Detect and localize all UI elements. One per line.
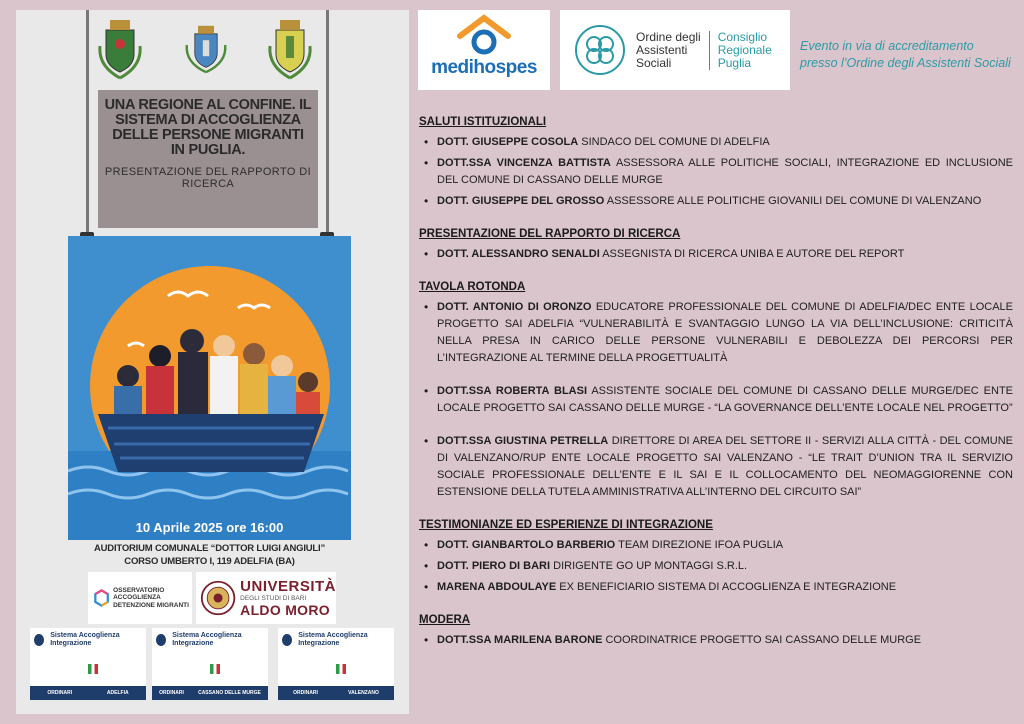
speaker-name: DOTT. GIANBARTOLO BARBERIO xyxy=(437,539,616,551)
italian-flag-icon xyxy=(336,664,346,674)
hexagon-logo-icon xyxy=(94,579,109,617)
poster-title: UNA REGIONE AL CONFINE. IL SISTEMA DI ACCOGLIENZA DELLE PERSONE MIGRANTI IN PUGLIA. xyxy=(104,97,312,158)
sai-card-cassano xyxy=(152,628,268,700)
list-item xyxy=(419,537,1013,554)
sai-place: VALENZANO xyxy=(348,690,379,696)
sai-title: Sistema Accoglienza Integrazione xyxy=(50,632,120,647)
sai-dot-icon xyxy=(34,634,44,646)
observatory-name: OSSERVATORIO ACCOGLIENZA DETENZIONE MIGRANTI xyxy=(113,586,189,609)
poster-venue xyxy=(68,542,351,568)
speaker-name: DOTT. PIERO DI BARI xyxy=(437,560,551,572)
university-line2: DEGLI STUDI DI BARI xyxy=(240,594,307,602)
speaker-name: DOTT.SSA GIUSTINA PETRELLA xyxy=(437,435,609,447)
speaker-role: EDUCATORE PROFESSIONALE DEL COMUNE DI ADELFIA/DEC ENTE LOCALE PROGETTO SAI ADELFIA “VULNERABILITÀ E SVANTAGGIO LUNGO LA VIA DELL’INCLUSIONE: CRITICITÀ NELLA PRESA IN CARICO DELLE PERSONE VULNERABILI E DEBOLEZZA DEI PERCORSI PER L’INTEGRAZIONE AL TERMINE DELLA PROGETTUALITÀ xyxy=(437,301,1013,364)
speaker-role: ASSESSORA ALLE POLITICHE SOCIALI, INTEGRAZIONE ED INCLUSIONE DEL COMUNE DI CASSANO DELLE MURGE xyxy=(437,157,1013,186)
ordine-line2: Assistenti xyxy=(636,42,688,57)
speaker-role: ASSEGNISTA DI RICERCA UNIBA E AUTORE DEL REPORT xyxy=(602,248,905,260)
list-item xyxy=(419,155,1013,189)
speaker-role: DIRETTORE DI AREA DEL SETTORE II - SERVIZI ALLA CITTÀ - DEL COMUNE DI VALENZANO/RUP ENTE LOCALE PROGETTO SAI VALENZANO - “LE TRAIT D’UNION TRA IL SERVIZIO SOCIALE PROFESSIONALE DELL’ENTE E IL SAI E IL COLLOCAMENTO DEL NEOMAGGIORENNE CON ESTENSIONE DELLA TUTELA AMMINISTRATIVA ALL’INTERNO DEL CIRCUITO SAI” xyxy=(437,435,1013,498)
university-seal-icon xyxy=(200,578,236,618)
sai-dot-icon xyxy=(156,634,166,646)
list-item xyxy=(419,433,1013,501)
ordine-line1: Ordine degli xyxy=(636,29,701,44)
section-heading-modera: MODERA xyxy=(419,614,471,626)
speaker-name: DOTT.SSA ROBERTA BLASI xyxy=(437,385,588,397)
sai-card-valenzano xyxy=(278,628,394,700)
consiglio-line3: Puglia xyxy=(717,55,752,70)
speaker-name: DOTT.SSA MARILENA BARONE xyxy=(437,634,603,646)
university-line3: ALDO MORO xyxy=(240,601,330,618)
accreditation-note xyxy=(800,38,1020,72)
speaker-name: DOTT.SSA VINCENZA BATTISTA xyxy=(437,157,611,169)
list-item xyxy=(419,579,1013,596)
speaker-name: DOTT. GIUSEPPE DEL GROSSO xyxy=(437,195,605,207)
italian-flag-icon xyxy=(88,664,98,674)
poster-date: 10 Aprile 2025 ore 16:00 xyxy=(135,520,284,535)
list-item xyxy=(419,299,1013,367)
speaker-role: COORDINATRICE PROGETTO SAI CASSANO DELLE MURGE xyxy=(605,634,922,646)
accreditation-line2: presso l’Ordine degli Assistenti Sociali xyxy=(800,56,1011,70)
university-logo xyxy=(196,572,336,624)
speaker-name: DOTT. ANTONIO DI ORONZO xyxy=(437,301,592,313)
speaker-role: DIRIGENTE GO UP MONTAGGI S.R.L. xyxy=(553,560,748,572)
boat-illustration xyxy=(68,236,351,540)
sai-dot-icon xyxy=(282,634,292,646)
section-heading-presentazione: PRESENTAZIONE DEL RAPPORTO DI RICERCA xyxy=(419,228,681,240)
sai-title: Sistema Accoglienza Integrazione xyxy=(298,632,368,647)
ordine-logo xyxy=(560,10,790,90)
house-logo-icon xyxy=(454,14,514,56)
italian-flag-icon xyxy=(210,664,220,674)
speaker-name: DOTT. GIUSEPPE COSOLA xyxy=(437,136,579,148)
hanging-wire-right xyxy=(326,10,329,238)
consiglio-line1: Consiglio xyxy=(717,29,768,44)
sai-kind: ORDINARI xyxy=(159,690,184,696)
section-heading-tavola: TAVOLA ROTONDA xyxy=(419,281,526,293)
sai-kind: ORDINARI xyxy=(293,690,318,696)
speaker-role: TEAM DIREZIONE IFOA PUGLIA xyxy=(618,539,784,551)
speaker-name: DOTT. ALESSANDRO SENALDI xyxy=(437,248,600,260)
list-item xyxy=(419,193,1013,210)
list-item xyxy=(419,632,1013,649)
event-poster xyxy=(16,10,409,714)
observatory-logo xyxy=(88,572,192,624)
ordine-emblem-icon xyxy=(574,24,626,76)
poster-subtitle: PRESENTAZIONE DEL RAPPORTO DI RICERCA xyxy=(104,166,312,190)
list-item xyxy=(419,134,1013,151)
ordine-name xyxy=(636,31,710,70)
speaker-name: MARENA ABDOULAYE xyxy=(437,581,557,593)
venue-name: AUDITORIUM COMUNALE “DOTTOR LUIGI ANGIULI” xyxy=(93,543,326,554)
speaker-role: SINDACO DEL COMUNE DI ADELFIA xyxy=(581,136,770,148)
speaker-role: ASSISTENTE SOCIALE DEL COMUNE DI CASSANO DELLE MURGE/DEC ENTE LOCALE PROGETTO SAI CASSANO DELLE MURGE - “LA GOVERNANCE DELL’ENTE LOCALE NEL PROGETTO” xyxy=(437,385,1013,414)
adelfia-crest-icon xyxy=(96,16,144,82)
section-heading-saluti: SALUTI ISTITUZIONALI xyxy=(419,116,547,128)
sai-place: CASSANO DELLE MURGE xyxy=(198,690,261,696)
ordine-line3: Sociali xyxy=(636,55,672,70)
sai-title: Sistema Accoglienza Integrazione xyxy=(172,632,242,647)
sai-kind: ORDINARI xyxy=(47,690,73,696)
medihospes-logo xyxy=(418,10,550,90)
sai-card-adelfia xyxy=(30,628,146,700)
venue-address: CORSO UMBERTO I, 119 ADELFIA (BA) xyxy=(124,556,295,567)
poster-title-card xyxy=(98,90,318,228)
accreditation-line1: Evento in via di accreditamento xyxy=(800,39,974,53)
list-item xyxy=(419,558,1013,575)
speaker-role: EX BENEFICIARIO SISTEMA DI ACCOGLIENZA E INTEGRAZIONE xyxy=(559,581,897,593)
hanging-wire-left xyxy=(86,10,89,238)
list-item xyxy=(419,246,1013,263)
sai-place: ADELFIA xyxy=(106,690,129,696)
event-program xyxy=(419,116,1013,653)
section-heading-testimonianze: TESTIMONIANZE ED ESPERIENZE DI INTEGRAZIONE xyxy=(419,519,713,531)
speaker-role: ASSESSORE ALLE POLITICHE GIOVANILI DEL COMUNE DI VALENZANO xyxy=(606,195,982,207)
consiglio-name xyxy=(718,31,772,70)
consiglio-line2: Regionale xyxy=(717,42,772,57)
valenzano-crest-icon xyxy=(266,16,314,82)
cassano-crest-icon xyxy=(176,16,236,82)
list-item xyxy=(419,383,1013,417)
university-line1: UNIVERSITÀ xyxy=(240,577,336,595)
medihospes-wordmark: medihospes xyxy=(431,57,537,78)
